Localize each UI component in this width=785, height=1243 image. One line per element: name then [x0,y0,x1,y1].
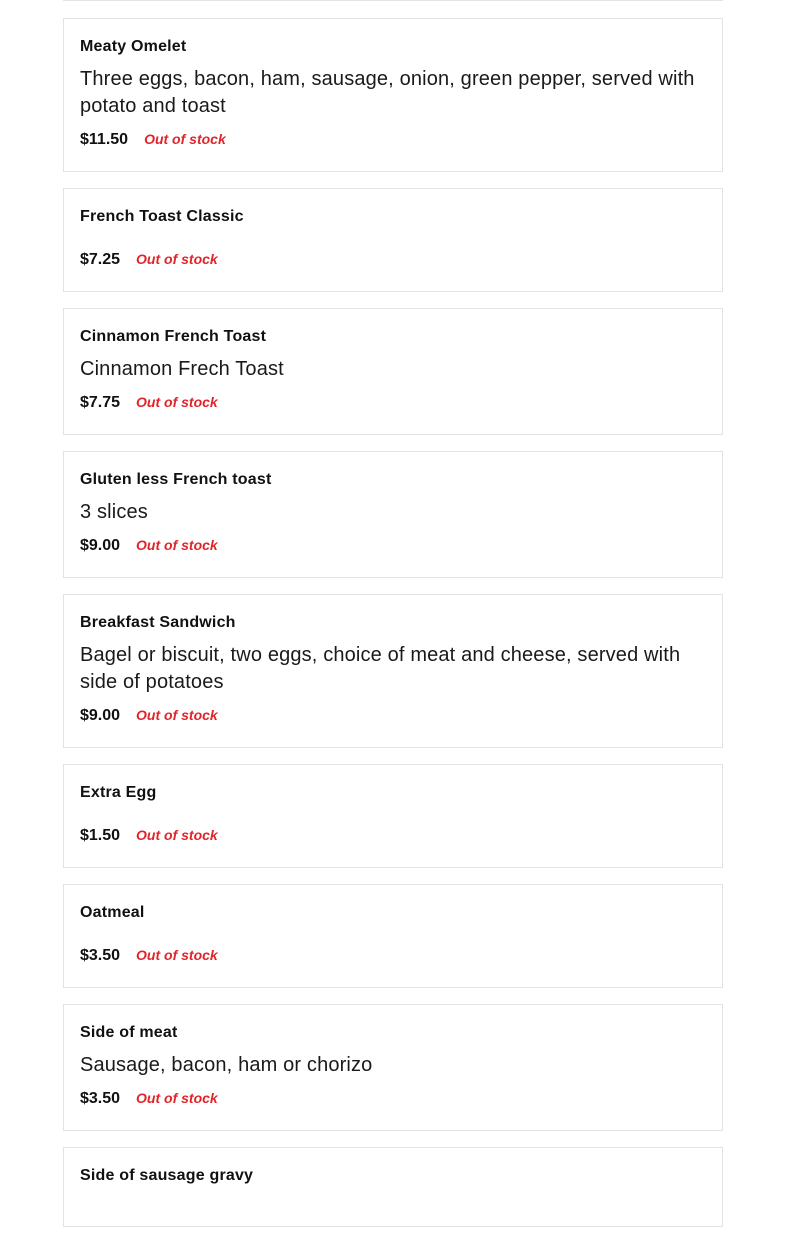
menu-item-price: $9.00 [80,707,121,724]
out-of-stock-label: Out of stock [136,537,218,553]
menu-item-list [63,0,723,1243]
menu-item-name: French Toast Classic [80,208,244,225]
menu-item-price: $9.00 [80,537,121,554]
menu-item-price-row [80,251,706,273]
menu-item-name: Gluten less French toast [80,471,272,488]
out-of-stock-label: Out of stock [136,827,218,843]
menu-item-card[interactable] [63,451,723,578]
menu-item-card[interactable] [63,884,723,988]
menu-item-description [80,928,706,936]
menu-item-price-row [80,537,706,559]
menu-item-description: Cinnamon Frech Toast [80,358,284,380]
menu-item-card[interactable] [63,1147,723,1227]
out-of-stock-label: Out of stock [136,947,218,963]
menu-item-description: 3 slices [80,501,148,523]
menu-item-price: $7.75 [80,394,121,411]
menu-item-price-row [80,131,706,153]
out-of-stock-label: Out of stock [144,131,226,147]
menu-item-description: Sausage, bacon, ham or chorizo [80,1054,373,1076]
menu-item-card[interactable] [63,18,723,172]
menu-item-price: $3.50 [80,1090,121,1107]
menu-item-price-row [80,707,706,729]
menu-item-card[interactable] [63,594,723,748]
menu-item-name: Breakfast Sandwich [80,614,236,631]
menu-item-name: Side of meat [80,1024,178,1041]
menu-item-price: $3.50 [80,947,121,964]
menu-item-price: $7.25 [80,251,121,268]
out-of-stock-label: Out of stock [136,251,218,267]
menu-item-price-row [80,947,706,969]
menu-item-price-row [80,827,706,849]
menu-item-description: Three eggs, bacon, ham, sausage, onion, green pepper, served with potato and toast [80,68,695,117]
menu-item-description: Bagel or biscuit, two eggs, choice of meat and cheese, served with side of potatoes [80,644,681,693]
menu-item-card[interactable] [63,764,723,868]
menu-item-card[interactable] [63,1004,723,1131]
menu-item-price: $1.50 [80,827,121,844]
out-of-stock-label: Out of stock [136,1090,218,1106]
out-of-stock-label: Out of stock [136,394,218,410]
menu-item-name: Extra Egg [80,784,157,801]
menu-item-price-row [80,1090,706,1112]
menu-item-name: Meaty Omelet [80,38,187,55]
menu-item-card[interactable] [63,0,723,1]
menu-item-card[interactable] [63,308,723,435]
menu-item-name: Side of sausage gravy [80,1167,254,1184]
menu-item-card[interactable] [63,188,723,292]
menu-item-description [80,808,706,816]
menu-item-price: $11.50 [80,131,129,148]
menu-item-price-row [80,394,706,416]
out-of-stock-label: Out of stock [136,707,218,723]
menu-item-name: Cinnamon French Toast [80,328,267,345]
menu-item-description [80,232,706,240]
menu-item-name: Oatmeal [80,904,145,921]
